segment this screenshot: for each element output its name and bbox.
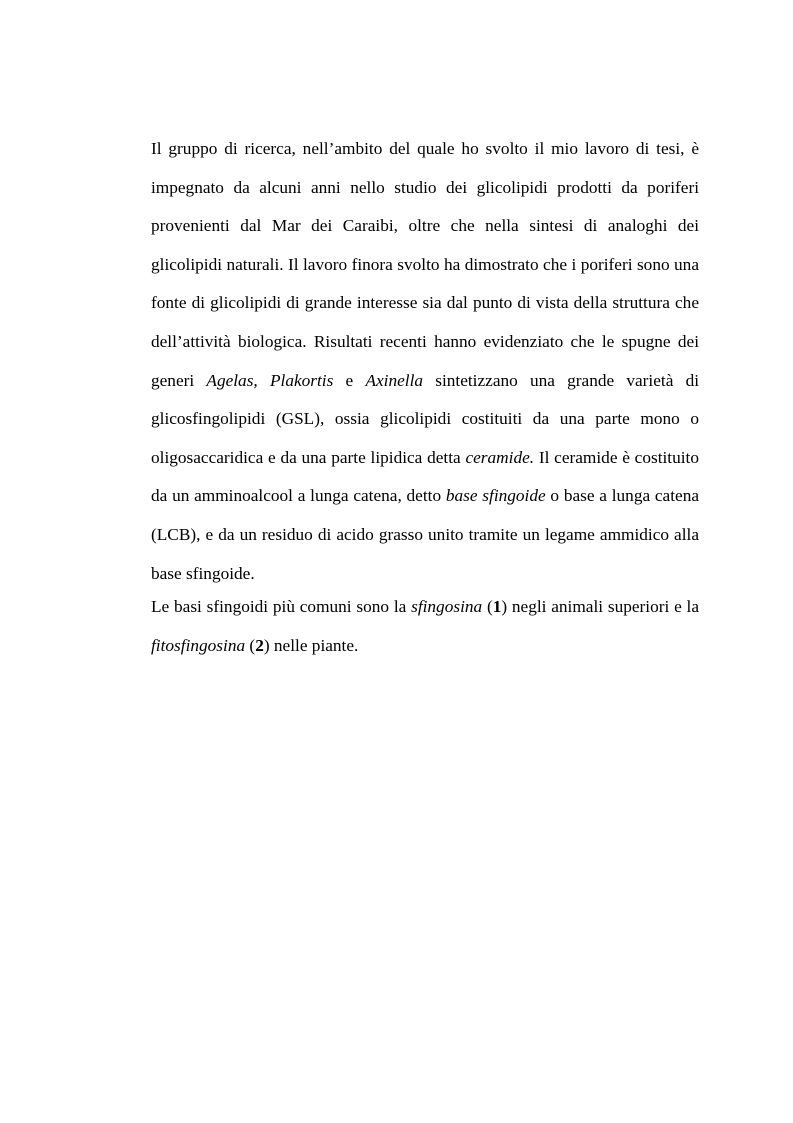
genus-agelas: Agelas, (206, 370, 258, 390)
text-run: o base a lunga catena (LCB), e da un residuo di acido grasso unito tramite un legame ammidico alla base sfingoide. (151, 486, 700, 583)
text-run: Le basi sfingoidi più comuni sono la (151, 597, 412, 617)
compound-ref-1: 1 (492, 597, 502, 617)
term-base-sfingoide: base sfingoide (445, 486, 546, 506)
text-run: sintetizzano una grande varietà di glicosfingolipidi (GSL), ossia glicolipidi costituiti da una parte mono o oligosaccaridica e da una parte lipidica detta (151, 370, 700, 467)
term-sfingosina: sfingosina (411, 597, 483, 617)
text-run: ( (482, 597, 493, 617)
compound-ref-2: 2 (255, 635, 264, 655)
text-run: Il gruppo di ricerca, nell’ambito del quale ho svolto il mio lavoro di tesi, è impegnato da alcuni anni nello studio dei glicolipidi prodotti da poriferi provenienti dal Mar dei Caraibi, oltre che nella sintesi di analoghi dei glicolipidi naturali. Il lavoro finora svolto ha dimostrato che i poriferi sono una fonte di glicolipidi di grande interesse sia dal punto di vista della struttura che dell’attività biologica. Risultati recenti hanno evidenziato che le spugne dei generi (151, 139, 699, 390)
genus-plakortis: Plakortis (269, 370, 334, 390)
text-run: ( (245, 635, 256, 655)
term-fitosfingosina: fitosfingosina (151, 635, 246, 655)
text-run: e (333, 370, 366, 390)
text-run: ) negli animali superiori e la (501, 597, 700, 617)
text-run: ) nelle piante. (263, 635, 359, 655)
genus-axinella: Axinella (365, 370, 424, 390)
term-ceramide: ceramide. (465, 447, 535, 467)
body-text (151, 130, 699, 665)
paragraph-sphingoid-bases (151, 588, 699, 665)
paragraph-glycolipids-research (151, 130, 699, 593)
text-run (258, 371, 270, 390)
text-run: Il ceramide è costituito da un amminoalcool a lunga catena, detto (151, 447, 699, 506)
